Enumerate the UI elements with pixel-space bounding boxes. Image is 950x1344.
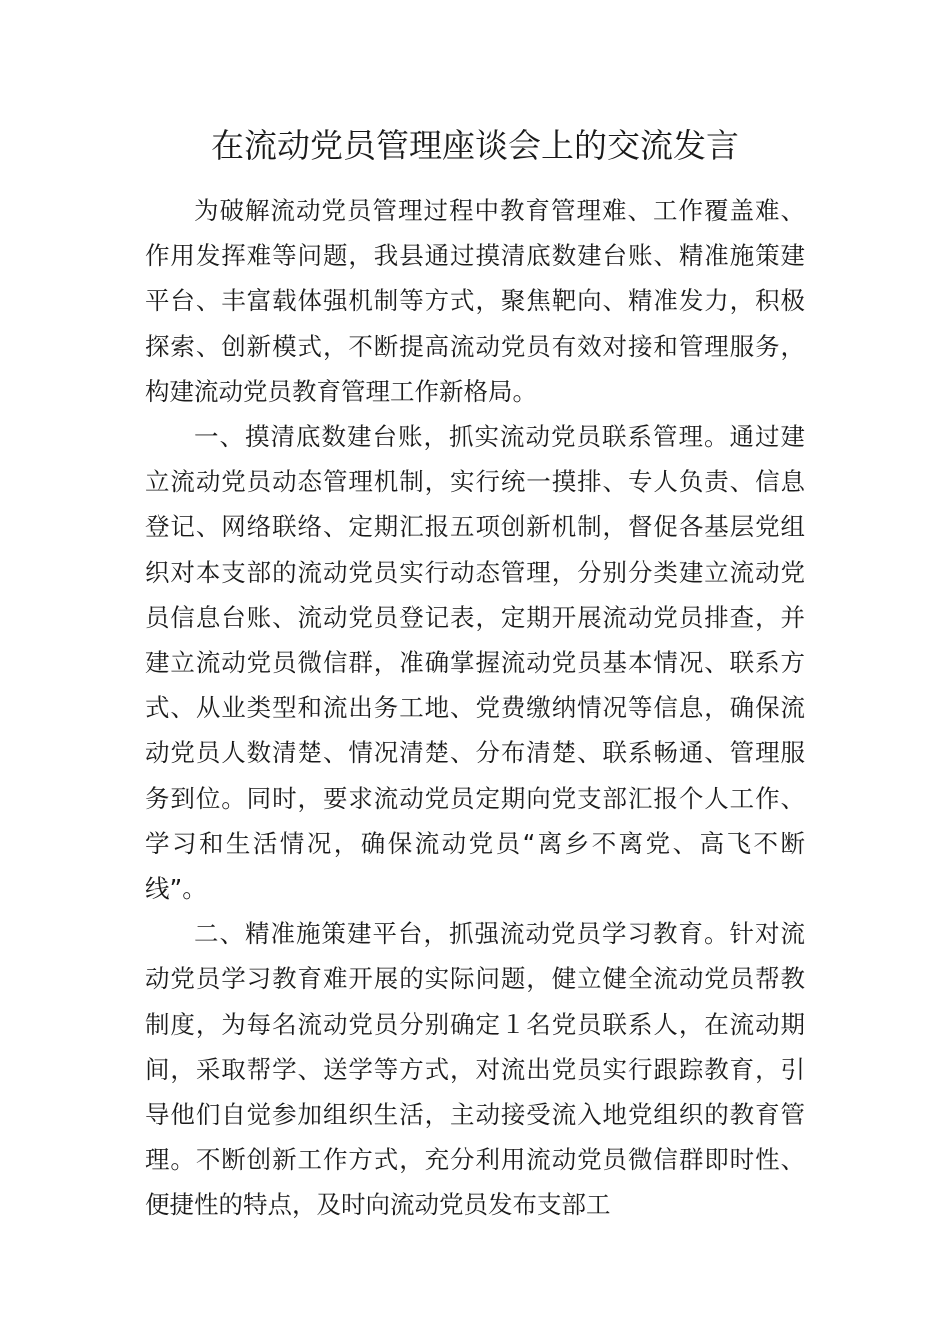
paragraph-section-2: 二、精准施策建平台，抓强流动党员学习教育。针对流动党员学习教育难开展的实际问题，健立健全流动党员帮教制度，为每名流动党员分别确定１名党员联系人，在流动期间，采取帮学、送学等方式，对流出党员实行跟踪教育，引导他们自觉参加组织生活，主动接受流入地党组织的教育管理。不断创新工作方式，充分利用流动党员微信群即时性、便捷性的特点，及时向流动党员发布支部工 — [145, 919, 805, 1220]
document-title: 在流动党员管理座谈会上的交流发言 — [211, 126, 739, 165]
paragraph-section-1: 一、摸清底数建台账，抓实流动党员联系管理。通过建立流动党员动态管理机制，实行统一摸排、专人负责、信息登记、网络联络、定期汇报五项创新机制，督促各基层党组织对本支部的流动党员实行动态管理，分别分类建立流动党员信息台账、流动党员登记表，定期开展流动党员排查，并建立流动党员微信群，准确掌握流动党员基本情况、联系方式、从业类型和流出务工地、党费缴纳情况等信息，确保流动党员人数清楚、情况清楚、分布清楚、联系畅通、管理服务到位。同时，要求流动党员定期向党支部汇报个人工作、学习和生活情况，确保流动党员“离乡不离党、高飞不断线”。 — [145, 422, 805, 904]
document-body — [145, 188, 805, 1228]
paragraph-intro: 为破解流动党员管理过程中教育管理难、工作覆盖难、作用发挥难等问题，我县通过摸清底数建台账、精准施策建平台、丰富载体强机制等方式，聚焦靶向、精准发力，积极探索、创新模式，不断提高流动党员有效对接和管理服务，构建流动党员教育管理工作新格局。 — [145, 196, 805, 406]
